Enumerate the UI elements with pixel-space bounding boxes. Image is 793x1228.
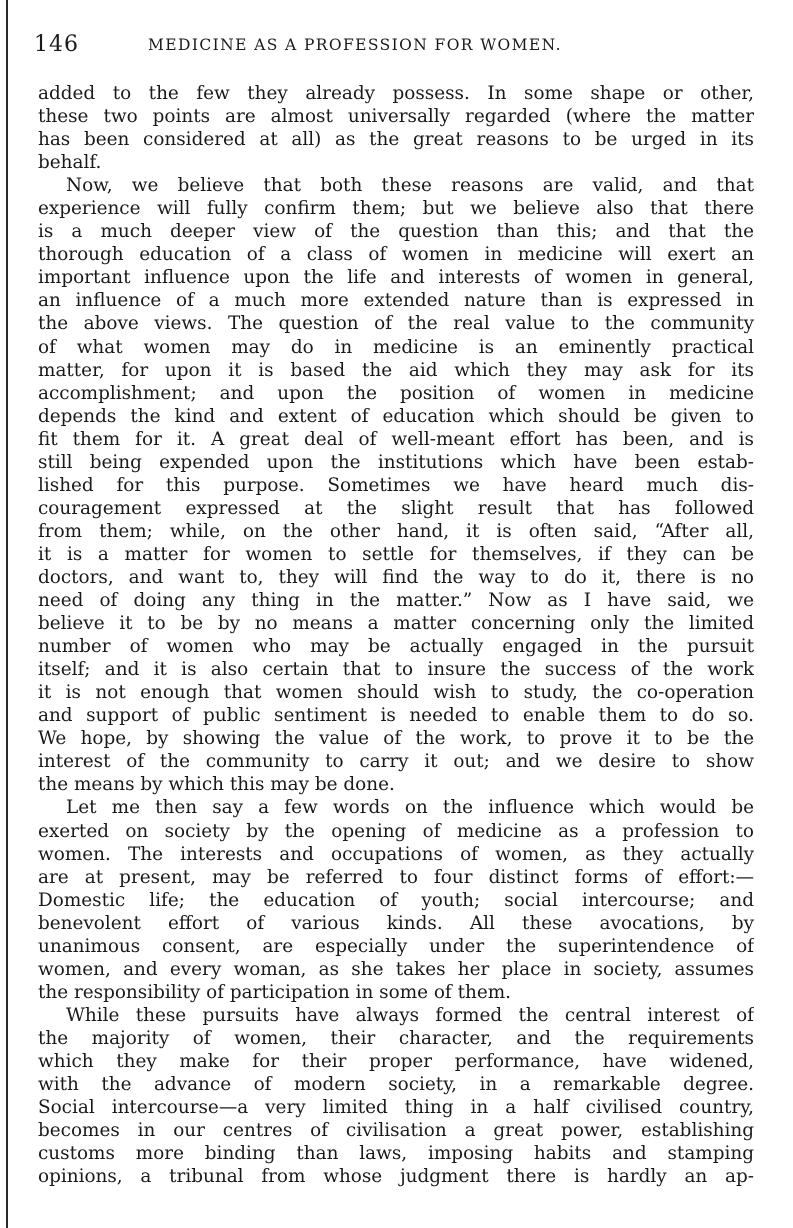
text-line: becomes in our centres of civilisation a great power, establishing bbox=[38, 1120, 754, 1142]
page-edge-rule bbox=[6, 0, 8, 1228]
text-line: itself; and it is also certain that to insure the success of the work bbox=[38, 659, 754, 681]
text-line: these two points are almost universally regarded (where the matter bbox=[38, 106, 754, 128]
text-line: couragement expressed at the slight result that has followed bbox=[38, 497, 754, 519]
text-line: matter, for upon it is based the aid which they may ask for its bbox=[38, 359, 754, 381]
text-line: added to the few they already possess. In some shape or other, bbox=[38, 83, 754, 104]
text-line: believe it to be by no means a matter concerning only the limited bbox=[38, 613, 754, 635]
text-line: exerted on society by the opening of medicine as a profession to bbox=[38, 820, 754, 842]
text-line: with the advance of modern society, in a remarkable degree. bbox=[38, 1074, 754, 1096]
text-line: the responsibility of participation in some of them. bbox=[38, 981, 511, 1003]
text-line: Now, we believe that both these reasons are valid, and that bbox=[66, 175, 754, 197]
text-line: fit them for it. A great deal of well-meant effort has been, and is bbox=[38, 428, 754, 450]
text-line: Social intercourse—a very limited thing in a half civilised country, bbox=[38, 1097, 754, 1119]
text-line: women, and every woman, as she takes her place in society, assumes bbox=[38, 958, 754, 980]
text-line: We hope, by showing the value of the work, to prove it to be the bbox=[38, 728, 754, 750]
text-line: behalf. bbox=[38, 152, 102, 174]
text-line: it is not enough that women should wish to study, the co-operation bbox=[38, 682, 754, 704]
text-line: of what women may do in medicine is an eminently practical bbox=[38, 336, 754, 358]
running-head: MEDICINE AS A PROFESSION FOR WOMEN. bbox=[148, 36, 562, 54]
text-line: experience will fully confirm them; but we believe also that there bbox=[38, 198, 754, 220]
text-line: interest of the community to carry it out; and we desire to show bbox=[38, 751, 754, 773]
text-line: lished for this purpose. Sometimes we have heard much dis- bbox=[38, 474, 754, 496]
paragraph-pursuits bbox=[38, 1004, 754, 1188]
paragraph-influence bbox=[38, 796, 754, 1003]
text-line: thorough education of a class of women in medicine will exert an bbox=[38, 244, 754, 266]
text-line: women. The interests and occupations of women, as they actually bbox=[38, 843, 754, 865]
text-line: are at present, may be referred to four distinct forms of effort:— bbox=[38, 866, 754, 888]
text-line: While these pursuits have always formed the central interest of bbox=[66, 1004, 754, 1026]
text-line: still being expended upon the institutions which have been estab- bbox=[38, 451, 754, 473]
page-header bbox=[30, 30, 750, 60]
text-line: the majority of women, their character, and the requirements bbox=[38, 1027, 754, 1049]
body-text bbox=[38, 82, 754, 1188]
paragraph-continuation bbox=[38, 82, 754, 174]
text-line: benevolent effort of various kinds. All these avocations, by bbox=[38, 912, 754, 934]
text-line: the means by which this may be done. bbox=[38, 774, 395, 796]
paragraph-reasons bbox=[38, 174, 754, 796]
text-line: doctors, and want to, they will find the way to do it, there is no bbox=[38, 566, 754, 588]
text-line: Let me then say a few words on the influence which would be bbox=[66, 797, 754, 819]
text-line: unanimous consent, are especially under the superintendence of bbox=[38, 935, 754, 957]
text-line: number of women who may be actually engaged in the pursuit bbox=[38, 636, 754, 658]
text-line: is a much deeper view of the question than this; and that the bbox=[38, 221, 754, 243]
text-line: the above views. The question of the real value to the community bbox=[38, 313, 754, 335]
text-line: from them; while, on the other hand, it is often said, “After all, bbox=[38, 520, 754, 542]
text-line: it is a matter for women to settle for themselves, if they can be bbox=[38, 543, 754, 565]
text-line: need of doing any thing in the matter.” Now as I have said, we bbox=[38, 590, 754, 612]
text-line: Domestic life; the education of youth; social intercourse; and bbox=[38, 889, 754, 911]
text-line: and support of public sentiment is needed to enable them to do so. bbox=[38, 705, 754, 727]
text-line: accomplishment; and upon the position of women in medicine bbox=[38, 382, 754, 404]
text-line: an influence of a much more extended nature than is expressed in bbox=[38, 290, 754, 312]
text-line: customs more binding than laws, imposing habits and stamping bbox=[38, 1143, 754, 1165]
text-line: depends the kind and extent of education which should be given to bbox=[38, 405, 754, 427]
text-line: has been considered at all) as the great reasons to be urged in its bbox=[38, 129, 754, 151]
text-line: which they make for their proper performance, have widened, bbox=[38, 1050, 754, 1072]
text-line: opinions, a tribunal from whose judgment there is hardly an ap- bbox=[38, 1166, 754, 1188]
text-line: important influence upon the life and interests of women in general, bbox=[38, 267, 754, 289]
page-number: 146 bbox=[34, 32, 79, 57]
